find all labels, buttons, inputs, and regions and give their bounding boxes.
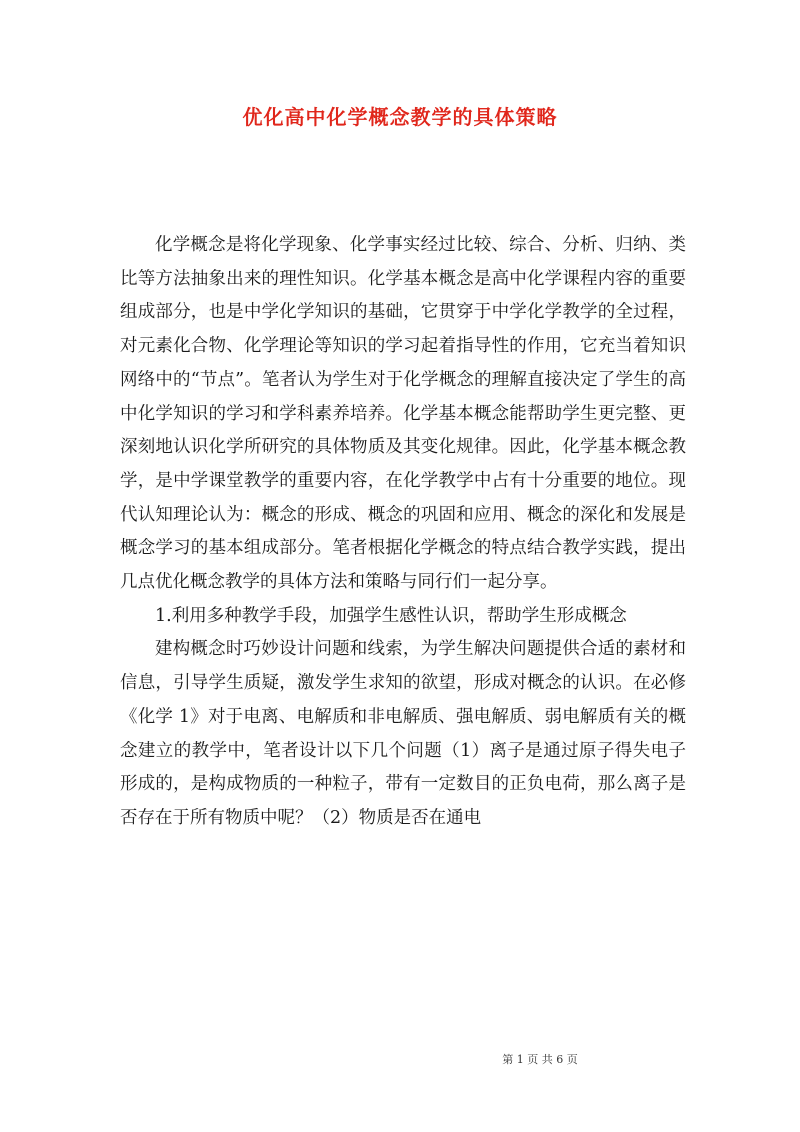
paragraph-intro: 化学概念是将化学现象、化学事实经过比较、综合、分析、归纳、类比等方法抽象出来的理性知识。化学基本概念是高中化学课程内容的重要组成部分，也是中学化学知识的基础，它贯穿于中学化学教学的全过程，对元素化合物、化学理论等知识的学习起着指导性的作用，它充当着知识网络中的“节点”。笔者认为学生对于化学概念的理解直接决定了学生的高中化学知识的学习和学科素养培养。化学基本概念能帮助学生更完整、更深刻地认识化学所研究的具体物质及其变化规律。因此，化学基本概念教学，是中学课堂教学的重要内容，在化学教学中占有十分重要的地位。现代认知理论认为：概念的形成、概念的巩固和应用、概念的深化和发展是概念学习的基本组成部分。笔者根据化学概念的特点结合教学实践，提出几点优化概念教学的具体方法和策略与同行们一起分享。 — [120, 235, 686, 593]
document-title: 优化高中化学概念教学的具体策略 — [242, 105, 558, 129]
document-body — [120, 229, 686, 836]
page-number: 第 1 页 共 6 页 — [502, 1053, 578, 1066]
paragraph-section-1: 建构概念时巧妙设计问题和线索，为学生解决问题提供合适的素材和信息，引导学生质疑，激发学生求知的欲望，形成对概念的认识。在必修《化学 1》对于电离、电解质和非电解质、强电解质、弱电解质有关的概念建立的教学中，笔者设计以下几个问题（1）离子是通过原子得失电子形成的，是构成物质的一种粒子，带有一定数目的正负电荷，那么离子是否存在于所有物质中呢？（2）物质是否在通电 — [120, 639, 686, 828]
section-heading-1: 1.利用多种教学手段，加强学生感性认识，帮助学生形成概念 — [155, 605, 627, 626]
